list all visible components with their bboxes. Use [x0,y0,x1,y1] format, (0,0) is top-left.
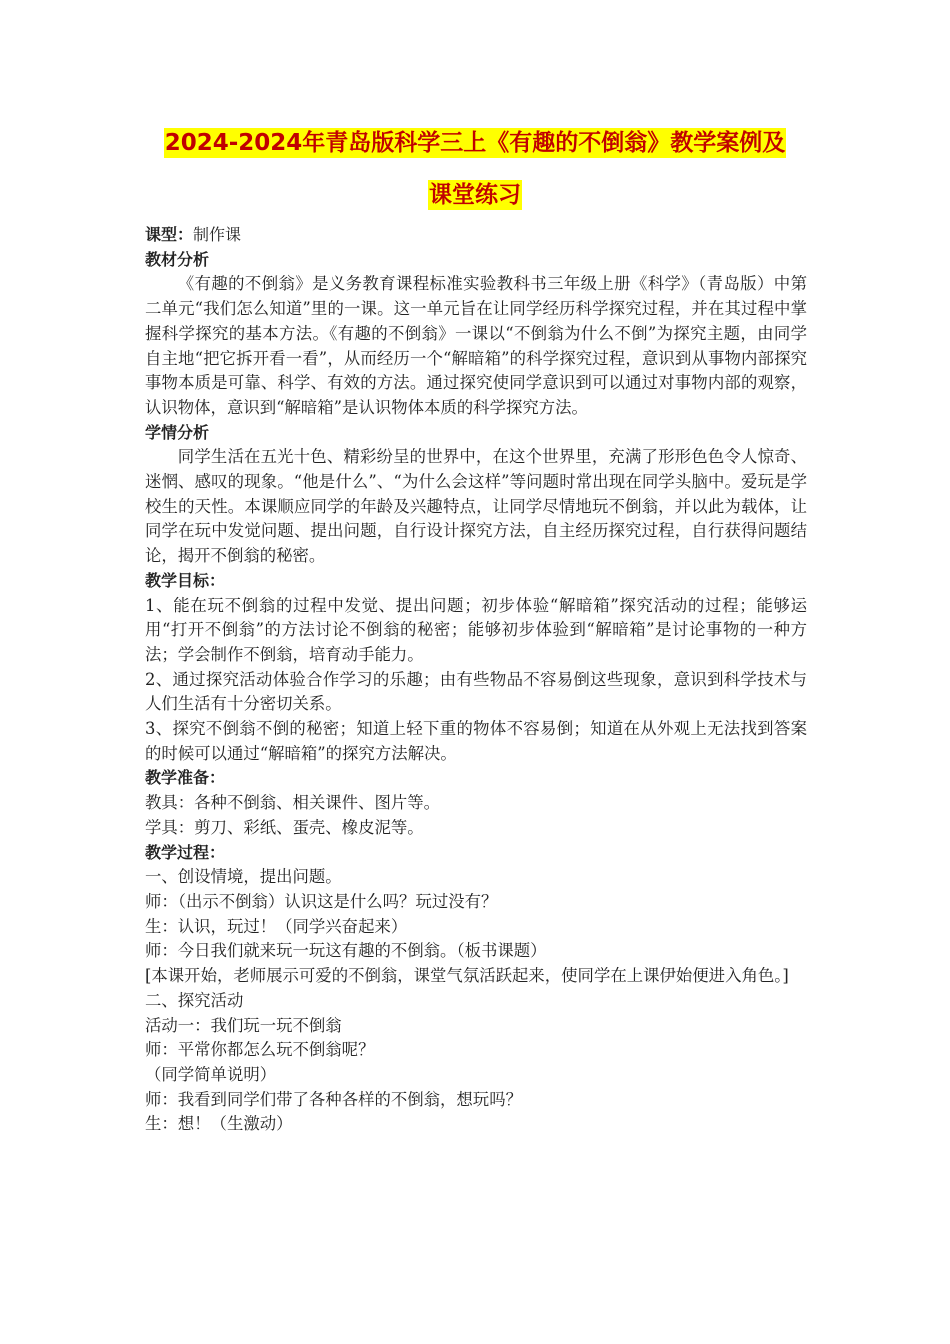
objective-item-2: 2、通过探究活动体验合作学习的乐趣；由有些物品不容易倒这些现象，意识到科学技术与人们生活有十分密切关系。 [145,669,807,714]
title-line-2: 课堂练习 [429,182,521,208]
textbook-analysis-text: 《有趣的不倒翁》是义务教育课程标准实验教科书三年级上册《科学》（青岛版）中第二单元“我们怎么知道”里的一课。这一单元旨在让同学经历科学探究过程，并在其过程中掌握科学探究的基本方法。《有趣的不倒翁》一课以“不倒翁为什么不倒”为探究主题，由同学自主地“把它拆开看一看”，从而经历一个“解暗箱”的科学探究过程，意识到从事物内部探究事物本质是可靠、科学、有效的方法。通过探究使同学意识到可以通过对事物内部的观察，认识物体，意识到“解暗箱”是认识物体本质的科学探究方法。 [145,274,807,417]
lesson-type [145,223,807,248]
title-line-1: 2024-2024年青岛版科学三上《有趣的不倒翁》教学案例及 [164,130,786,156]
process-line: 二、探究活动 [145,990,244,1010]
lesson-type-value: 制作课 [193,225,242,244]
preparation-heading: 教学准备： [145,768,226,788]
objective-item-1: 1、能在玩不倒翁的过程中发觉、提出问题；初步体验“解暗箱”探究活动的过程；能够运用“打开不倒翁”的方法讨论不倒翁的秘密；能够初步体验到“解暗箱”是讨论事物的一种方法；学会制作不倒翁，培育动手能力。 [145,595,807,664]
teacher-materials: 教具：各种不倒翁、相关课件、图片等。 [145,793,441,813]
document-body [145,223,807,1137]
process-line: 师：今日我们就来玩一玩这有趣的不倒翁。（板书课题） [145,941,547,961]
process-line: 师：我看到同学们带了各种各样的不倒翁，想玩吗？ [145,1089,522,1109]
process-line: 活动一：我们玩一玩不倒翁 [145,1015,342,1035]
process-line: 生：认识，玩过！（同学兴奋起来） [145,916,408,936]
process-line: 一、创设情境，提出问题。 [145,867,342,887]
process-line: 生：想！（生激动） [145,1114,293,1134]
process-line: （同学简单说明） [145,1064,277,1084]
process-line: 师：平常你都怎么玩不倒翁呢？ [145,1040,375,1060]
student-analysis-text: 同学生活在五光十色、精彩纷呈的世界中，在这个世界里，充满了形形色色令人惊奇、迷惘、感叹的现象。“他是什么”、“为什么会这样”等问题时常出现在同学头脑中。爱玩是学校生的天性。本课顺应同学的年龄及兴趣特点，让同学尽情地玩不倒翁，并以此为载体，让同学在玩中发觉问题、提出问题，自行设计探究方法，自主经历探究过程，自行获得问题结论，揭开不倒翁的秘密。 [145,447,807,566]
lesson-type-label: 课型： [145,225,194,244]
textbook-analysis-heading: 教材分析 [145,249,210,269]
process-note: [本课开始，老师展示可爱的不倒翁，课堂气氛活跃起来，使同学在上课伊始便进入角色。] [145,966,789,986]
student-analysis-heading: 学情分析 [145,422,210,442]
process-heading: 教学过程： [145,842,226,862]
objectives-heading: 教学目标： [145,570,226,590]
document-title [120,128,830,210]
student-materials: 学具：剪刀、彩纸、蛋壳、橡皮泥等。 [145,817,424,837]
process-line: 师：（出示不倒翁）认识这是什么吗？玩过没有？ [145,891,498,911]
objective-item-3: 3、探究不倒翁不倒的秘密；知道上轻下重的物体不容易倒；知道在从外观上无法找到答案的时候可以通过“解暗箱”的探究方法解决。 [145,719,807,763]
